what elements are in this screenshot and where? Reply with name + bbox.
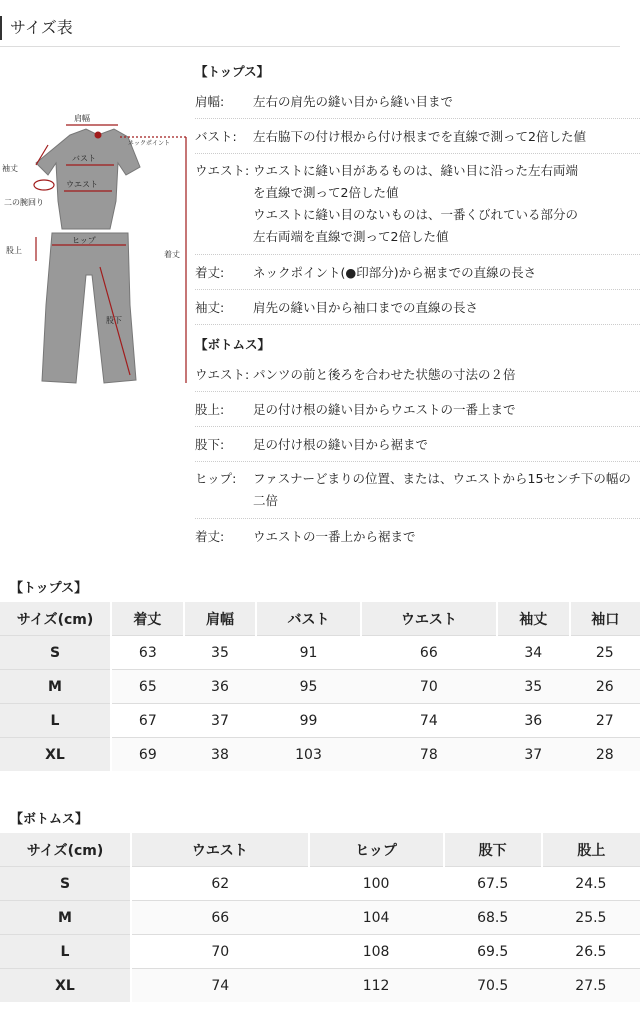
- col-header: バスト: [256, 602, 360, 636]
- def-row: [195, 119, 640, 154]
- def-row: [195, 462, 640, 519]
- col-header: 股上: [542, 833, 640, 867]
- bottoms-table-heading: 【ボトムス】: [10, 812, 89, 827]
- value-cell: 68.5: [444, 901, 542, 935]
- def-text: ウエストの一番上から裾まで: [253, 529, 416, 544]
- value-cell: 112: [309, 969, 444, 1003]
- def-row: [195, 255, 640, 290]
- value-cell: 38: [184, 738, 257, 772]
- table-row: [0, 867, 640, 901]
- bottoms-size-table: [0, 833, 640, 1002]
- def-row: [195, 392, 640, 427]
- def-label: 着丈:: [195, 265, 225, 280]
- size-cell: XL: [0, 738, 111, 772]
- value-cell: 25.5: [542, 901, 640, 935]
- value-cell: 62: [131, 867, 309, 901]
- value-cell: 78: [361, 738, 497, 772]
- tops-table-heading: 【トップス】: [10, 581, 88, 596]
- label-shoulder: 肩幅: [74, 114, 90, 123]
- size-cell: L: [0, 935, 131, 969]
- value-cell: 104: [309, 901, 444, 935]
- value-cell: 103: [256, 738, 360, 772]
- size-cell: L: [0, 704, 111, 738]
- def-text: 二倍: [253, 493, 279, 508]
- table-row: [0, 969, 640, 1003]
- size-cell: XL: [0, 969, 131, 1003]
- value-cell: 91: [256, 636, 360, 670]
- top-garment: [36, 129, 140, 229]
- def-row: [195, 427, 640, 462]
- col-header: 袖口: [570, 602, 640, 636]
- tops-def-heading: 【トップス】: [195, 64, 270, 79]
- def-text: 肩先の縫い目から袖口までの直線の長さ: [253, 300, 479, 315]
- value-cell: 36: [184, 670, 257, 704]
- table-header-row: [0, 602, 640, 636]
- label-bust: バスト: [72, 154, 96, 163]
- page-title: サイズ表: [0, 16, 73, 40]
- col-header: 股下: [444, 833, 542, 867]
- bottoms-def-heading: 【ボトムス】: [195, 337, 271, 352]
- label-waist: ウエスト: [66, 180, 98, 189]
- value-cell: 27.5: [542, 969, 640, 1003]
- table-row: [0, 704, 640, 738]
- col-header: 肩幅: [184, 602, 257, 636]
- def-text: 左右の肩先の縫い目から縫い目まで: [253, 94, 454, 109]
- table-row: [0, 738, 640, 772]
- value-cell: 69: [111, 738, 184, 772]
- value-cell: 66: [361, 636, 497, 670]
- label-sleeve: 袖丈: [2, 164, 18, 173]
- value-cell: 25: [570, 636, 640, 670]
- value-cell: 36: [497, 704, 570, 738]
- value-cell: 63: [111, 636, 184, 670]
- def-row: [195, 84, 640, 119]
- size-cell: S: [0, 867, 131, 901]
- value-cell: 26.5: [542, 935, 640, 969]
- value-cell: 74: [361, 704, 497, 738]
- def-label: ヒップ:: [195, 471, 237, 486]
- def-label: 袖丈:: [195, 300, 225, 315]
- col-header: ウエスト: [131, 833, 309, 867]
- col-header: 着丈: [111, 602, 184, 636]
- measurement-diagram: [0, 105, 195, 390]
- def-label: 股上:: [195, 402, 225, 417]
- col-header: ヒップ: [309, 833, 444, 867]
- label-neckpoint: ネックポイント: [128, 140, 171, 147]
- col-header: サイズ(cm): [0, 602, 111, 636]
- def-text: ファスナーどまりの位置、または、ウエストから15センチ下の幅の: [253, 471, 631, 486]
- size-cell: M: [0, 670, 111, 704]
- definitions: [195, 60, 640, 553]
- def-text: ネックポイント(●印部分)から裾までの直線の長さ: [253, 265, 537, 280]
- value-cell: 70: [131, 935, 309, 969]
- def-text: 左右脇下の付け根から付け根までを直線で測って2倍した値: [253, 129, 586, 144]
- def-label: バスト:: [195, 129, 237, 144]
- value-cell: 70.5: [444, 969, 542, 1003]
- size-cell: S: [0, 636, 111, 670]
- value-cell: 28: [570, 738, 640, 772]
- def-label: 着丈:: [195, 529, 225, 544]
- def-row: [195, 357, 640, 392]
- neckpoint-marker: [95, 132, 102, 139]
- pants-garment: [42, 233, 136, 383]
- value-cell: 35: [497, 670, 570, 704]
- def-text: を直線で測って2倍した値: [253, 185, 399, 200]
- value-cell: 27: [570, 704, 640, 738]
- value-cell: 67.5: [444, 867, 542, 901]
- value-cell: 70: [361, 670, 497, 704]
- def-text: ウエストに縫い目があるものは、縫い目に沿った左右両端: [253, 163, 579, 178]
- label-length: 着丈: [164, 250, 180, 259]
- value-cell: 95: [256, 670, 360, 704]
- def-row: [195, 519, 640, 553]
- def-label: 肩幅:: [195, 94, 225, 109]
- value-cell: 74: [131, 969, 309, 1003]
- def-text: 足の付け根の縫い目から裾まで: [253, 437, 429, 452]
- def-label: ウエスト:: [195, 367, 250, 382]
- label-inseam: 股下: [106, 316, 122, 325]
- def-row: [195, 290, 640, 325]
- value-cell: 24.5: [542, 867, 640, 901]
- def-text: 足の付け根の縫い目からウエストの一番上まで: [253, 402, 516, 417]
- table-row: [0, 901, 640, 935]
- table-row: [0, 935, 640, 969]
- col-header: ウエスト: [361, 602, 497, 636]
- table-header-row: [0, 833, 640, 867]
- label-rise: 股上: [6, 246, 22, 255]
- def-text: パンツの前と後ろを合わせた状態の寸法の２倍: [253, 367, 516, 382]
- def-label: ウエスト:: [195, 163, 250, 178]
- value-cell: 37: [184, 704, 257, 738]
- def-text: 左右両端を直線で測って2倍した値: [253, 229, 449, 244]
- def-row: [195, 154, 640, 255]
- title-divider: [0, 46, 620, 47]
- table-row: [0, 670, 640, 704]
- size-cell: M: [0, 901, 131, 935]
- value-cell: 69.5: [444, 935, 542, 969]
- col-header: サイズ(cm): [0, 833, 131, 867]
- value-cell: 108: [309, 935, 444, 969]
- value-cell: 35: [184, 636, 257, 670]
- value-cell: 34: [497, 636, 570, 670]
- tops-size-table: [0, 602, 640, 771]
- col-header: 袖丈: [497, 602, 570, 636]
- value-cell: 100: [309, 867, 444, 901]
- value-cell: 65: [111, 670, 184, 704]
- value-cell: 67: [111, 704, 184, 738]
- def-label: 股下:: [195, 437, 225, 452]
- value-cell: 37: [497, 738, 570, 772]
- value-cell: 99: [256, 704, 360, 738]
- value-cell: 66: [131, 901, 309, 935]
- label-arm: 二の腕回り: [4, 198, 44, 207]
- value-cell: 26: [570, 670, 640, 704]
- label-hip: ヒップ: [72, 236, 96, 245]
- def-text: ウエストに縫い目のないものは、一番くびれている部分の: [253, 207, 579, 222]
- table-row: [0, 636, 640, 670]
